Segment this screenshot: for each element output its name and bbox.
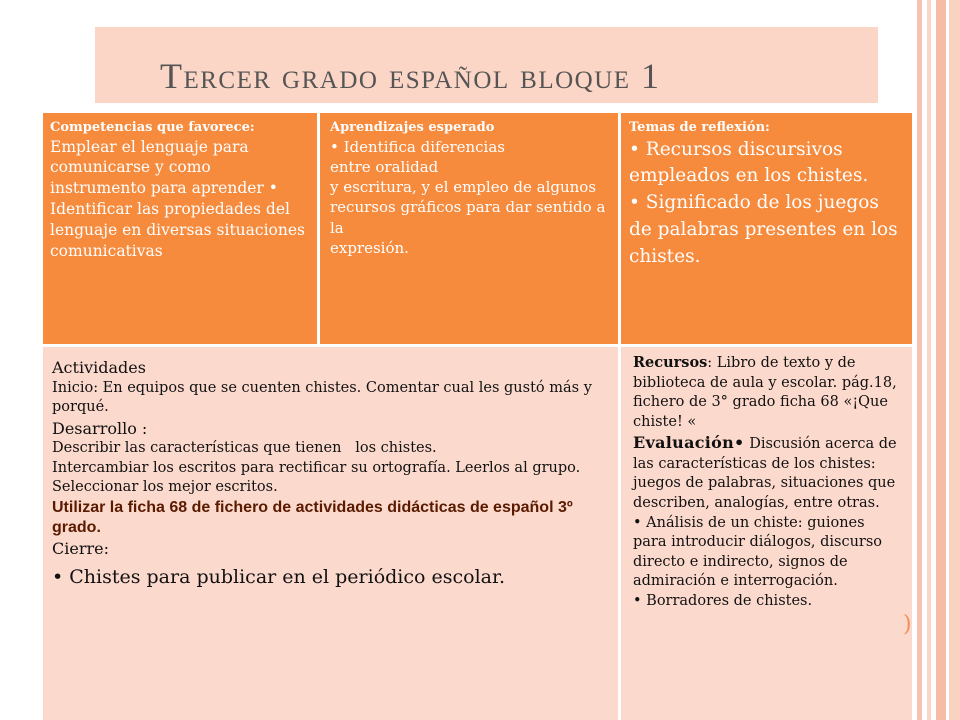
aprendizajes-line: y escritura, y el empleo de algunos [330,178,597,197]
recursos-paragraph [633,353,900,432]
page-title: Tercer grado español bloque 1 [160,56,661,96]
decor-stripe [936,0,946,720]
actividades-desarrollo-1: Describir las características que tienen los chistes. [52,440,437,457]
evaluacion-paragraph [633,432,900,513]
competencias-cell [43,113,317,344]
actividades-inicio: Inicio: En equipos que se cuenten chistes. Comentar cual les gustó más y porqué. [52,379,592,416]
temas-item: • Significado de los juegos de palabras presentes en los chistes. [629,192,898,267]
actividades-desarrollo-2: Intercambiar los escritos para rectificar su ortografía. Leerlos al grupo. Seleccionar los mejor escritos. [52,459,581,496]
recursos-item: • Análisis de un chiste: guiones para introducir diálogos, discurso directo e indirecto, signos de admiración e interrogación. [633,514,883,590]
actividades-heading: Actividades [52,358,146,377]
aprendizajes-line: entre oralidad [330,157,439,176]
decor-stripe [927,0,931,720]
recursos-cell [621,347,912,720]
recursos-text: : Libro de texto y de biblioteca de aula y escolar. pág.18, fichero de 3° grado ficha 68 «¡Que chiste! « [633,355,897,430]
competencias-heading: Competencias que favorece: [50,120,255,135]
decor-stripe [949,0,960,720]
aprendizajes-heading: Aprendizajes esperado [330,120,495,135]
aprendizajes-line: • Identifica diferencias [330,137,505,156]
edge-mark: ) [903,612,912,637]
actividades-desarrollo-label: Desarrollo : [52,418,148,438]
recursos-item: • Borradores de chistes. [633,592,813,609]
actividades-highlight: Utilizar la ficha 68 de fichero de actividades didácticas de español 3º grado. [52,499,573,536]
competencias-text: Emplear el lenguaje para comunicarse y como instrumento para aprender • Identificar las propiedades del lenguaje en diversas situaciones comunicativas [50,137,305,261]
aprendizajes-line: expresión. [330,238,409,257]
temas-cell [621,113,912,344]
temas-heading: Temas de reflexión: [629,120,770,135]
actividades-cierre-label: Cierre: [52,539,109,558]
decor-stripe [917,0,922,720]
aprendizajes-cell [320,113,618,344]
evaluacion-label: Evaluación• [633,433,745,453]
recursos-label: Recursos [633,354,708,371]
actividades-cell [43,347,618,720]
actividades-cierre-text: • Chistes para publicar en el periódico escolar. [52,565,506,588]
temas-item: • Recursos discursivos empleados en los chistes. [629,138,869,187]
aprendizajes-line: recursos gráficos para dar sentido a la [330,198,606,237]
evaluacion-text: Discusión acerca de las características de los chistes: juegos de palabras, situaciones que describen, analogías, entre otras. [633,436,897,511]
